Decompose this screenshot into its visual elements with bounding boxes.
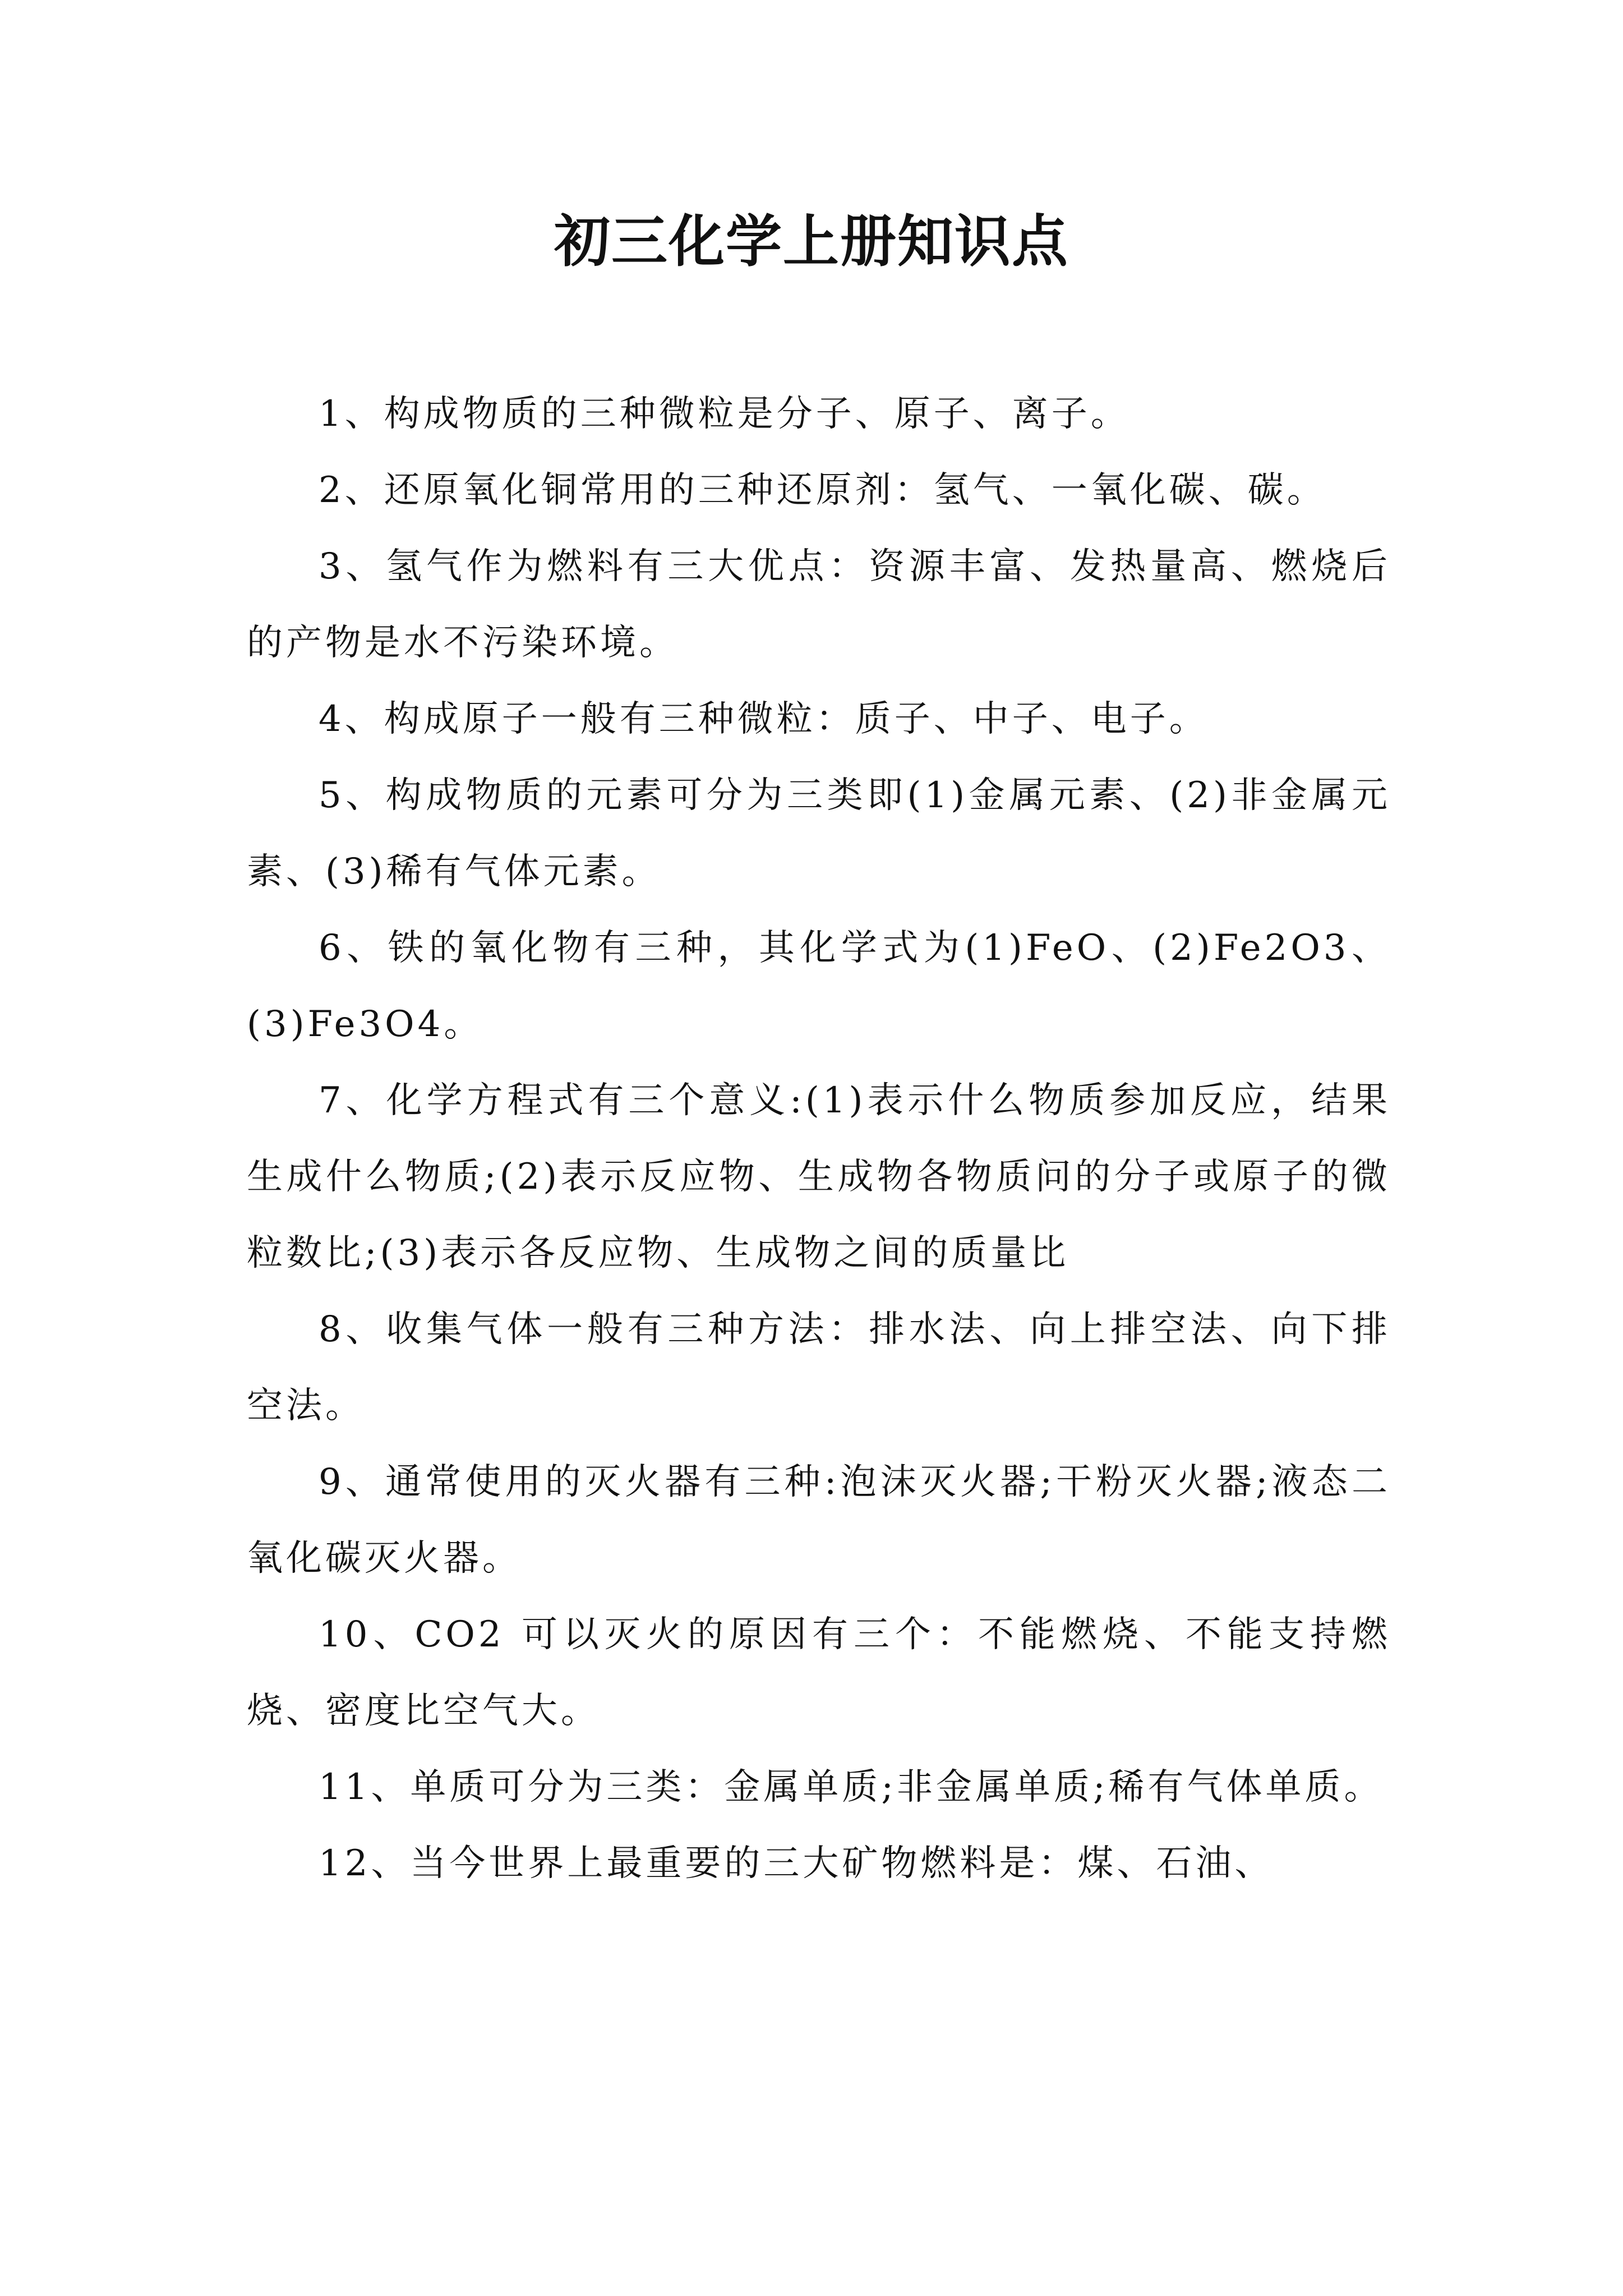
paragraph-1: 1、构成物质的三种微粒是分子、原子、离子。 — [319, 393, 1130, 435]
paragraph-6: 6、铁的氧化物有三种，其化学式为(1)FeO、(2)Fe2O3、(3)Fe3O4。 — [247, 927, 1391, 1045]
paragraph-10: 10、CO2 可以灭火的原因有三个：不能燃烧、不能支持燃烧、密度比空气大。 — [247, 1614, 1391, 1732]
paragraph-4: 4、构成原子一般有三种微粒：质子、中子、电子。 — [319, 698, 1209, 740]
paragraph-2: 2、还原氧化铜常用的三种还原剂：氢气、一氧化碳、碳。 — [319, 470, 1326, 511]
paragraph-11: 11、单质可分为三类：金属单质;非金属单质;稀有气体单质。 — [319, 1766, 1384, 1808]
paragraph-5: 5、构成物质的元素可分为三类即(1)金属元素、(2)非金属元素、(3)稀有气体元素。 — [247, 775, 1391, 892]
paragraph-3: 3、氢气作为燃料有三大优点：资源丰富、发热量高、燃烧后的产物是水不污染环境。 — [247, 546, 1391, 664]
paragraph-7: 7、化学方程式有三个意义:(1)表示什么物质参加反应，结果生成什么物质;(2)表示反应物、生成物各物质问的分子或原子的微粒数比;(3)表示各反应物、生成物之间的质量比 — [247, 1080, 1391, 1274]
paragraph-12: 12、当今世界上最重要的三大矿物燃料是：煤、石油、 — [319, 1843, 1274, 1884]
document-body — [247, 376, 1391, 1902]
paragraph-8: 8、收集气体一般有三种方法：排水法、向上排空法、向下排空法。 — [247, 1309, 1391, 1427]
paragraph-9: 9、通常使用的灭火器有三种:泡沫灭火器;干粉灭火器;液态二氧化碳灭火器。 — [247, 1461, 1391, 1579]
page-title: 初三化学上册知识点 — [554, 208, 1069, 274]
